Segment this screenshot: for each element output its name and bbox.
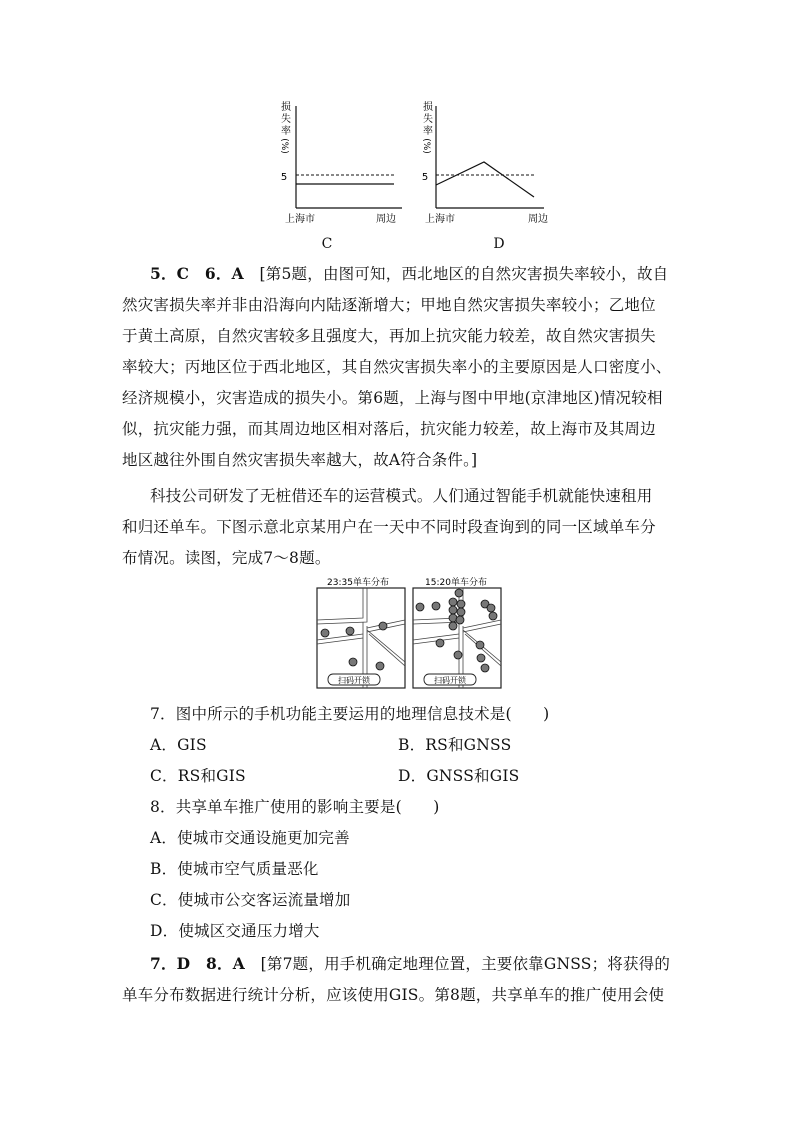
chart-c-ylabel-3: 率 bbox=[281, 126, 291, 137]
right-scan-button-label: 扫码开锁 bbox=[434, 676, 466, 685]
left-map-title: 23:35单车分布 bbox=[327, 578, 389, 588]
chart-c-caption: C bbox=[321, 236, 333, 252]
right-phone-map bbox=[413, 588, 501, 688]
answer-7-8-line-1 bbox=[150, 954, 670, 974]
q7-stem: 7．图中所示的手机功能主要运用的地理信息技术是( ) bbox=[150, 705, 550, 723]
q7-option-d: D．GNSS和GIS bbox=[398, 767, 520, 785]
chart-d-ylabel-unit: (%) bbox=[421, 138, 431, 154]
bike-marker bbox=[321, 629, 329, 637]
q8-stem: 8．共享单车推广使用的影响主要是( ) bbox=[150, 798, 440, 816]
chart-d-ytick: 5 bbox=[421, 172, 429, 183]
q7-option-c: C．RS和GIS bbox=[150, 767, 246, 785]
loss-rate-charts bbox=[262, 96, 562, 231]
explanation-text-2: [第7题，用手机确定地理位置，主要依靠GNSS；将获得的 bbox=[260, 955, 671, 973]
explanation-line-7: 地区越往外围自然灾害损失率越大，故A符合条件。] bbox=[122, 451, 478, 469]
bike-marker bbox=[376, 662, 384, 670]
chart-d-ylabel-2: 失 bbox=[423, 114, 433, 125]
chart-c bbox=[279, 100, 402, 225]
intro-line-2: 和归还单车。下图示意北京某用户在一天中不同时段查询到的同一区域单车分 bbox=[122, 518, 656, 536]
bike-marker bbox=[379, 622, 387, 630]
left-phone-map bbox=[317, 588, 405, 688]
chart-d-xlabel-left: 上海市 bbox=[425, 214, 455, 225]
q7-option-a: A．GIS bbox=[150, 736, 207, 754]
bike-marker bbox=[346, 627, 354, 635]
chart-c-xlabel-right: 周边 bbox=[376, 214, 396, 225]
explanation-line-6: 似，抗灾能力强，而其周边地区相对落后，抗灾能力较差，故上海市及其周边 bbox=[122, 420, 656, 438]
q8-option-b: B．使城市空气质量恶化 bbox=[150, 860, 319, 878]
answer-5-6-line-1 bbox=[150, 264, 668, 284]
chart-d-xlabel-right: 周边 bbox=[528, 214, 548, 225]
right-map-title: 15:20单车分布 bbox=[425, 578, 487, 588]
chart-c-xlabel-left: 上海市 bbox=[285, 214, 315, 225]
chart-d bbox=[421, 100, 548, 225]
bike-distribution-maps bbox=[313, 574, 505, 691]
answer-key-7-8: 7．D 8．A bbox=[150, 954, 245, 973]
chart-c-ylabel-2: 失 bbox=[281, 114, 291, 125]
explanation-line-2: 然灾害损失率并非由沿海向内陆逐渐增大；甲地自然灾害损失率较小；乙地位 bbox=[122, 296, 656, 314]
chart-c-ytick: 5 bbox=[280, 172, 288, 183]
explanation-line-5: 经济规模小，灾害造成的损失小。第6题，上海与图中甲地(京津地区)情况较相 bbox=[122, 389, 663, 407]
intro-line-1: 科技公司研发了无桩借还车的运营模式。人们通过智能手机就能快速租用 bbox=[150, 487, 653, 505]
bike-marker bbox=[349, 658, 357, 666]
chart-c-ylabel-1: 损 bbox=[281, 102, 291, 113]
q8-option-a: A．使城市交通设施更加完善 bbox=[150, 829, 350, 847]
explanation-text: [第5题，由图可知，西北地区的自然灾害损失率较小，故自 bbox=[259, 265, 669, 283]
q8-option-c: C．使城市公交客运流量增加 bbox=[150, 891, 351, 909]
explanation-2-line-2: 单车分布数据进行统计分析，应该使用GIS。第8题，共享单车的推广使用会使 bbox=[122, 986, 665, 1004]
left-scan-button-label: 扫码开锁 bbox=[338, 676, 370, 685]
chart-d-ylabel-3: 率 bbox=[423, 126, 433, 137]
chart-d-series-line bbox=[436, 162, 534, 197]
explanation-line-3: 于黄土高原，自然灾害较多且强度大，再加上抗灾能力较差，故自然灾害损失 bbox=[122, 327, 656, 345]
chart-c-ylabel-unit: (%) bbox=[279, 138, 289, 154]
intro-line-3: 布情况。读图，完成7～8题。 bbox=[122, 549, 331, 567]
answer-key-5-6: 5．C 6．A bbox=[150, 264, 244, 283]
explanation-line-4: 率较大；丙地区位于西北地区，其自然灾害损失率小的主要原因是人口密度小、 bbox=[122, 358, 672, 376]
q7-option-b: B．RS和GNSS bbox=[398, 736, 512, 754]
chart-d-ylabel-1: 损 bbox=[423, 102, 433, 113]
q8-option-d: D．使城区交通压力增大 bbox=[150, 922, 320, 940]
chart-d-caption: D bbox=[493, 236, 505, 252]
